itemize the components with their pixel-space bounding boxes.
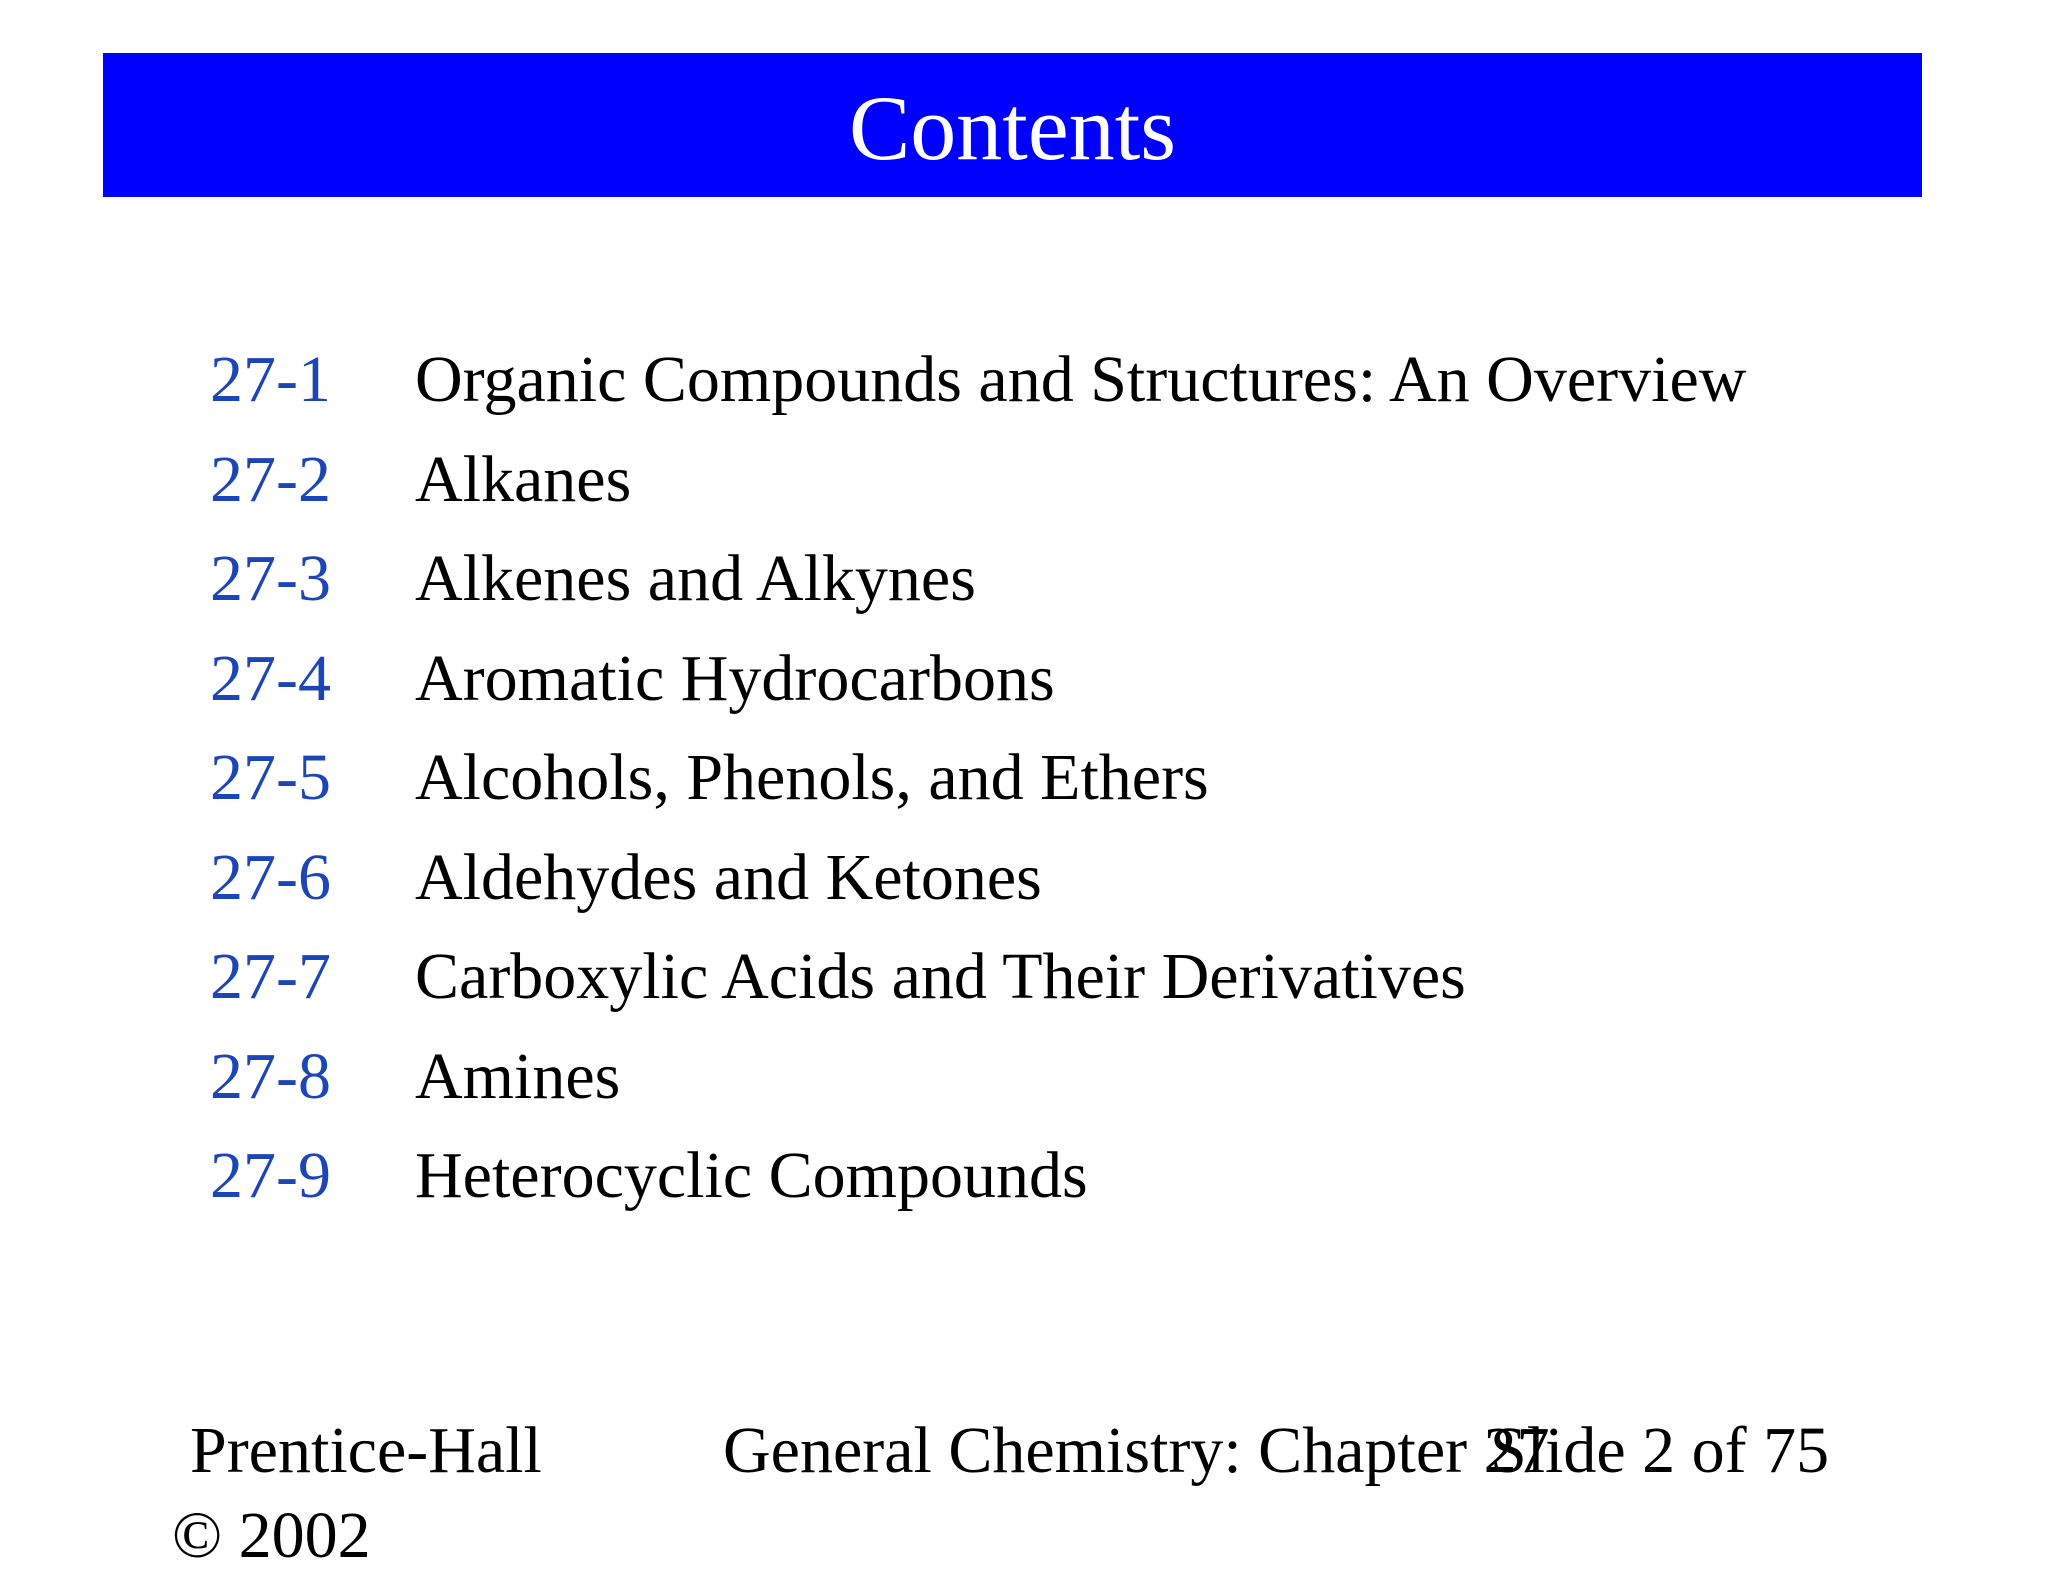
toc-item[interactable] bbox=[210, 629, 1910, 729]
footer-slide-number: Slide 2 of 75 bbox=[1490, 1414, 1830, 1487]
toc-item[interactable] bbox=[210, 529, 1910, 629]
slide-title: Contents bbox=[848, 77, 1177, 179]
toc-item-number[interactable]: 27-3 bbox=[210, 542, 331, 615]
toc-item[interactable] bbox=[210, 1027, 1910, 1127]
toc-item-title: Aldehydes and Ketones bbox=[415, 840, 1042, 914]
toc-item[interactable] bbox=[210, 330, 1910, 430]
footer-course: General Chemistry: Chapter 27 bbox=[723, 1414, 1550, 1487]
toc-item-number[interactable]: 27-6 bbox=[210, 840, 331, 914]
toc-item-title: Heterocyclic Compounds bbox=[415, 1139, 1088, 1212]
toc-item[interactable] bbox=[210, 828, 1910, 928]
toc-item-number[interactable]: 27-9 bbox=[210, 1139, 331, 1212]
footer-copyright: © 2002 bbox=[172, 1499, 371, 1572]
toc-item-number[interactable]: 27-2 bbox=[210, 442, 331, 516]
toc-item-title: Amines bbox=[415, 1039, 621, 1113]
toc-item-title: Carboxylic Acids and Their Derivatives bbox=[415, 940, 1466, 1013]
toc-item-number[interactable]: 27-8 bbox=[210, 1039, 331, 1113]
toc-item[interactable] bbox=[210, 728, 1910, 828]
toc-item-number[interactable]: 27-5 bbox=[210, 741, 331, 814]
title-bar bbox=[103, 53, 1922, 197]
toc-item-number[interactable]: 27-7 bbox=[210, 940, 331, 1013]
toc-item[interactable] bbox=[210, 927, 1910, 1027]
toc-item-title: Alkanes bbox=[415, 442, 632, 516]
toc-item[interactable] bbox=[210, 430, 1910, 530]
toc-item-title: Organic Compounds and Structures: An Overview bbox=[415, 343, 1747, 416]
toc-item-number[interactable]: 27-1 bbox=[210, 343, 331, 416]
toc-item[interactable] bbox=[210, 1126, 1910, 1226]
toc-item-title: Alkenes and Alkynes bbox=[415, 542, 976, 615]
footer-publisher: Prentice-Hall bbox=[190, 1414, 542, 1487]
toc-item-number[interactable]: 27-4 bbox=[210, 641, 331, 715]
toc-item-title: Aromatic Hydrocarbons bbox=[415, 641, 1055, 715]
table-of-contents bbox=[210, 330, 1910, 1226]
toc-item-title: Alcohols, Phenols, and Ethers bbox=[415, 741, 1209, 814]
